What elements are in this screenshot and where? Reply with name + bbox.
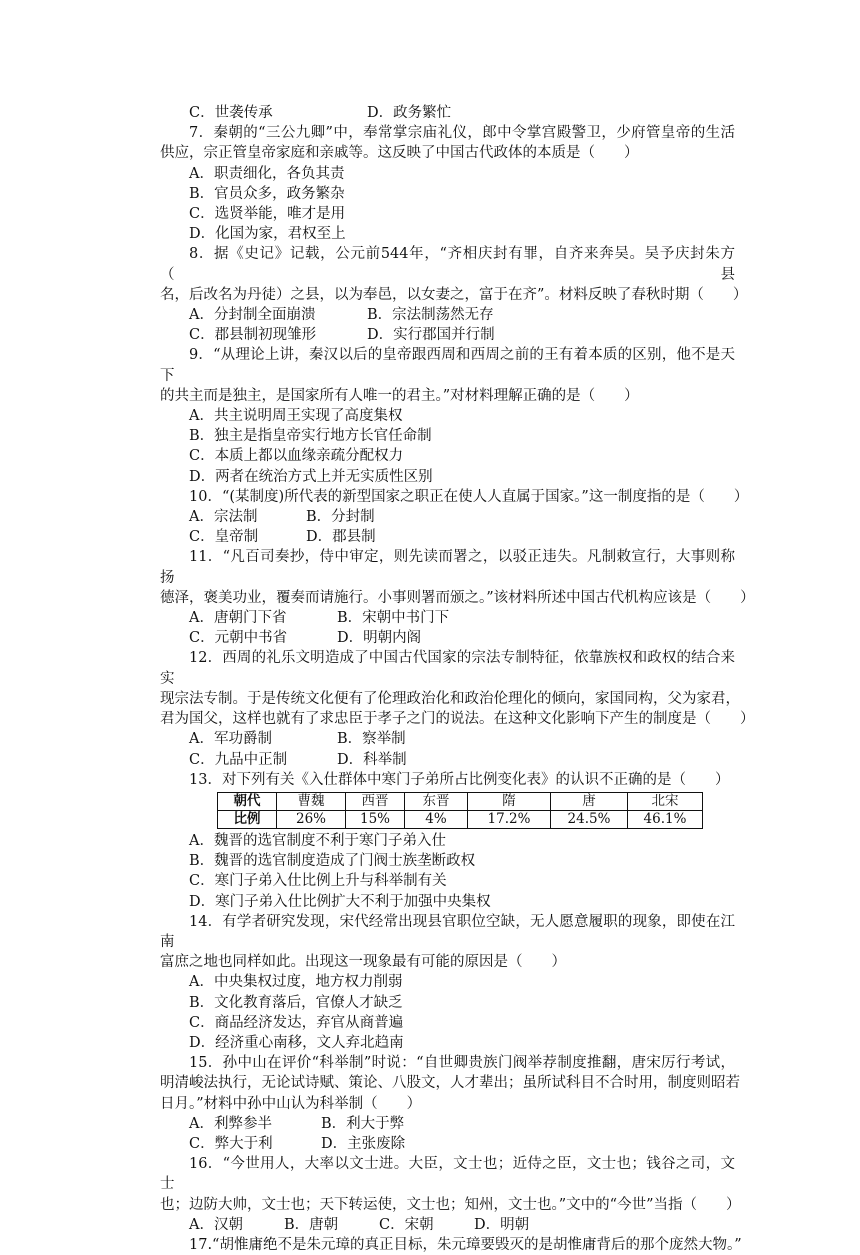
table-row (218, 810, 703, 828)
q15-option-c: C．弊大于利 (189, 1135, 273, 1152)
question-8-line-2: 名，后改名为丹徒）之县，以为奉邑，以女妻之，富于在齐”。材料反映了春秋时期（ ） (160, 286, 748, 303)
q13-option-d: D．寒门子弟入仕比例扩大不利于加强中央集权 (189, 893, 491, 910)
q15-options-cd (160, 1134, 735, 1154)
q12-option-d: D．科举制 (337, 751, 407, 768)
q9-option-b: B．独主是指皇帝实行地方长官任命制 (189, 428, 432, 445)
q8-option-c: C．郡县制初现雏形 (189, 327, 317, 344)
question-13 (160, 770, 735, 912)
table-cell: 46.1% (628, 810, 703, 828)
q11-option-c: C．元朝中书省 (189, 630, 288, 647)
q10-option-b: B．分封制 (306, 509, 375, 526)
q8-option-d: D．实行郡国并行制 (367, 327, 495, 344)
question-7-line-1: 7．秦朝的“三公九卿”中，奉常掌宗庙礼仪，郎中令掌宫殿警卫，少府管皇帝的生活 (189, 125, 735, 142)
question-11-line-1: 11．“凡百司奏抄，侍中审定，则先读而署之，以驳正违失。凡制敕宣行，大事则称扬 (160, 549, 735, 586)
q6-option-c: C．世袭传承 (189, 105, 273, 121)
q10-option-d: D．郡县制 (306, 529, 376, 546)
question-15-line-1: 15．孙中山在评价“科举制”时说：“自世卿贵族门阀举荐制度推翻，唐宋厉行考试， (189, 1055, 735, 1072)
question-12-line-1: 12．西周的礼乐文明造成了中国古代国家的宗法专制特征，依靠族权和政权的结合来实 (160, 650, 735, 687)
q12-option-a: A．军功爵制 (189, 731, 272, 748)
q12-options-ab (160, 729, 735, 749)
q9-option-c: C．本质上都以血缘亲疏分配权力 (189, 448, 404, 465)
q16-option-b: B．唐朝 (284, 1216, 339, 1233)
q15-option-a: A．利弊参半 (189, 1115, 272, 1132)
exam-page (160, 103, 755, 1255)
q14-option-c: C．商品经济发达，弃官从商普遍 (189, 1014, 404, 1031)
table-cell: 24.5% (551, 810, 628, 828)
q13-option-a: A．魏晋的选官制度不利于寒门子弟入仕 (189, 832, 446, 849)
q7-option-c: C．选贤举能，唯才是用 (189, 206, 346, 223)
q14-option-d: D．经济重心南移，文人弃北趋南 (189, 1034, 404, 1051)
table-cell: 26% (277, 810, 346, 828)
table-cell: 隋 (468, 792, 551, 810)
q9-option-a: A．共主说明周王实现了高度集权 (189, 408, 403, 425)
q10-option-c: C．皇帝制 (189, 529, 259, 546)
question-12-line-2: 现宗法专制。于是传统文化便有了伦理政治化和政治伦理化的倾向，家国同构，父为家君， (160, 690, 740, 707)
question-12-line-3: 君为国父，这样也就有了求忠臣于孝子之门的说法。在这种文化影响下产生的制度是（ ） (160, 711, 755, 728)
q10-options-ab (160, 507, 735, 527)
q12-option-c: C．九品中正制 (189, 751, 288, 768)
table-header-cell: 朝代 (218, 792, 277, 810)
question-11-line-2: 德泽，褒美功业，覆奏而请施行。小事则署而颁之。”该材料所述中国古代机构应该是（ ） (160, 589, 755, 606)
question-9-line-2: 的共主而是独主，是国家所有人唯一的君主。”对材料理解正确的是（ ） (160, 387, 639, 404)
q15-options-ab (160, 1114, 735, 1134)
q12-options-cd (160, 750, 735, 770)
question-15-line-2: 明清峻法执行，无论试诗赋、策论、八股文，人才辈出；虽所试科目不合时用，制度则昭若 (160, 1075, 740, 1092)
q8-option-a: A．分封制全面崩溃 (189, 307, 316, 324)
table-cell: 西晋 (346, 792, 405, 810)
q7-option-d: D．化国为家，君权至上 (189, 226, 346, 243)
q11-option-a: A．唐朝门下省 (189, 610, 287, 627)
question-14-line-1: 14．有学者研究发现，宋代经常出现县官职位空缺，无人愿意履职的现象，即使在江南 (160, 913, 735, 950)
question-17 (160, 1235, 742, 1255)
q9-option-d: D．两者在统治方式上并无实质性区别 (189, 468, 433, 485)
question-15 (160, 1053, 740, 1154)
q13-option-c: C．寒门子弟入仕比例上升与科举制有关 (189, 873, 447, 890)
table-row (218, 792, 703, 810)
q7-option-a: A．职责细化，各负其责 (189, 165, 345, 182)
question-16 (160, 1154, 741, 1235)
dynasty-ratio-table (217, 792, 703, 829)
q11-options-cd (160, 628, 735, 648)
q7-option-b: B．官员众多，政务繁杂 (189, 185, 345, 202)
q16-options (160, 1215, 735, 1235)
q10-options-cd (160, 527, 735, 547)
question-15-line-3: 日月。”材料中孙中山认为科举制（ ） (160, 1095, 422, 1112)
question-13-line-1: 13．对下列有关《入仕群体中寒门子弟所占比例变化表》的认识不正确的是（ ） (189, 771, 730, 788)
question-14-line-2: 富庶之地也同样如此。出现这一现象最有可能的原因是（ ） (160, 954, 566, 971)
question-12 (160, 648, 755, 769)
q11-option-b: B．宋朝中书门下 (337, 610, 450, 627)
q11-option-d: D．明朝内阁 (337, 630, 422, 647)
q10-option-a: A．宗法制 (189, 509, 258, 526)
q13-option-b: B．魏晋的选官制度造成了门阀士族垄断政权 (189, 853, 476, 870)
question-8 (160, 244, 748, 345)
question-11 (160, 547, 755, 648)
table-cell: 唐 (551, 792, 628, 810)
question-10-line-1: 10．“(某制度)所代表的新型国家之职正在使人人直属于国家。”这一制度指的是（ ） (189, 488, 749, 505)
q12-option-b: B．察举制 (337, 731, 406, 748)
q16-option-d: D．明朝 (474, 1216, 530, 1233)
q8-options-ab (160, 305, 735, 325)
q14-option-b: B．文化教育落后，官僚人才缺乏 (189, 994, 403, 1011)
q16-option-a: A．汉朝 (189, 1216, 243, 1233)
question-16-line-1: 16．“今世用人，大率以文士进。大臣，文士也；近侍之臣，文士也；钱谷之司，文士 (160, 1156, 735, 1193)
question-17-line-1: 17.“胡惟庸绝不是朱元璋的真正目标，朱元璋要毁灭的是胡惟庸背后的那个庞然大物。” (189, 1236, 742, 1253)
table-cell: 东晋 (405, 792, 468, 810)
question-7 (160, 123, 735, 244)
table-cell: 4% (405, 810, 468, 828)
q8-option-b: B．宗法制荡然无存 (367, 307, 494, 324)
table-cell: 北宋 (628, 792, 703, 810)
q6-options-cd (160, 103, 735, 123)
q8-options-cd (160, 325, 735, 345)
question-9 (160, 345, 735, 486)
q11-options-ab (160, 608, 735, 628)
question-14 (160, 912, 735, 1053)
q16-option-c: C．宋朝 (379, 1216, 434, 1233)
q6-option-d: D．政务繁忙 (367, 105, 452, 121)
q15-option-b: B．利大于弊 (321, 1115, 405, 1132)
question-9-line-1: 9．“从理论上讲，秦汉以后的皇帝跟西周和西周之前的王有着本质的区别，他不是天下 (160, 347, 735, 384)
table-cell: 曹魏 (277, 792, 346, 810)
question-10 (160, 487, 749, 548)
q14-option-a: A．中央集权过度，地方权力削弱 (189, 974, 403, 991)
question-7-line-2: 供应，宗正管皇帝家庭和亲戚等。这反映了中国古代政体的本质是（ ） (160, 145, 639, 162)
q15-option-d: D．主张废除 (321, 1135, 406, 1152)
table-cell: 15% (346, 810, 405, 828)
table-cell: 17.2% (468, 810, 551, 828)
question-8-line-1: 8．据《史记》记载，公元前544年，“齐相庆封有罪，自齐来奔吴。吴予庆封朱方（县 (160, 246, 735, 283)
question-16-line-2: 也；边防大帅，文士也；天下转运使，文士也；知州，文士也。”文中的“今世”当指（ ） (160, 1196, 741, 1213)
table-header-cell: 比例 (218, 810, 277, 828)
